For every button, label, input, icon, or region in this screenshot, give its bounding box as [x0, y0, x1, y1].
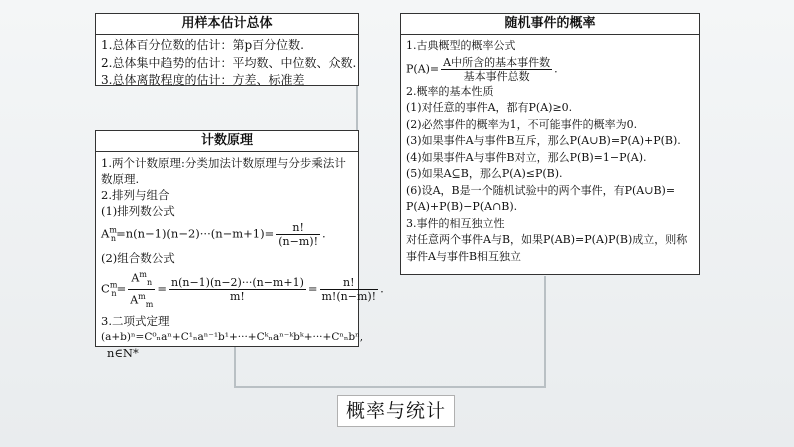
text-line: 对任意两个事件A与B，如果P(AB)=P(A)P(B)成立，则称	[406, 233, 688, 246]
text-line: (1)对任意的事件A，都有P(A)≥0.	[406, 101, 573, 114]
permutation-formula: $A^m_n=n(n-1)(n-2)\cdot\cdot\cdot(n-m+1)=$ $\frac{n!}{(n-m)!}$ .	[101, 221, 326, 248]
classical-probability-formula: P(A)= $\frac{\text{A中所含的基本事件数}}{\text{基本事件总数}}$ .	[406, 55, 558, 83]
text-line: 1.古典概型的概率公式	[406, 39, 516, 52]
perm-expansion: =n(n−1)(n−2)···(n−m+1)=	[116, 226, 275, 241]
text-line: 2.排列与组合	[101, 188, 170, 202]
text-line: 1.两个计数原理:分类加法计数原理与分步乘法计	[101, 156, 346, 170]
counting-principle-box	[95, 130, 377, 360]
text-line: 1.总体百分位数的估计：第p百分位数.	[101, 38, 304, 52]
combination-formula: $C^m_n=$ $\frac{A^m_n}{A^m_m}$ = $\frac{n(n-1)(n-2)\cdot\cdot\cdot(n-m+1)}{m!}$ = $\frac{n!}{m!(n-m)!}$	[101, 270, 377, 309]
fraction: $\frac{n(n-1)(n-2)\cdot\cdot\cdot(n-m+1)}{m!}$	[170, 275, 304, 303]
text-line: 3.事件的相互独立性	[406, 216, 505, 230]
fraction: $\frac{\text{A中所含的基本事件数}}{\text{基本事件总数}}$	[443, 55, 551, 83]
fraction: $\frac{n!}{m!(n-m)!}$	[321, 275, 377, 303]
text-line: P(A)+P(B)−P(A∩B).	[406, 200, 518, 213]
main-title: 概率与统计	[337, 395, 455, 427]
text-line: (2)组合数公式	[101, 251, 175, 265]
text-line: 2.概率的基本性质	[406, 84, 494, 98]
binomial-condition: n∈N*	[107, 345, 139, 360]
text-line: 2.总体集中趋势的估计：平均数、中位数、众数.	[101, 55, 357, 70]
text-line: (4)如果事件A与事件B对立，那么P(B)=1−P(A).	[406, 150, 647, 164]
box-heading: 随机事件的概率	[401, 14, 699, 35]
fraction: $\frac{n!}{(n-m)!}$	[278, 221, 318, 248]
text-line: (1)排列数公式	[101, 204, 175, 218]
text-line: (6)设A，B是一个随机试验中的两个事件，有P(A∪B)=	[406, 183, 676, 197]
text-line: 3.二项式定理	[101, 313, 170, 328]
formula-lhs: P(A)=	[406, 62, 440, 75]
binomial-theorem: (a+b)ⁿ=C⁰ₙaⁿ+C¹ₙaⁿ⁻¹b¹+···+Cᵏₙaⁿ⁻ᵏbᵏ+···+Cⁿₙbⁿ,	[101, 330, 364, 343]
text-line: (2)必然事件的概率为1，不可能事件的概率为0.	[406, 117, 638, 131]
perm-symbol: A	[101, 226, 110, 241]
sample-estimation-box	[95, 13, 359, 86]
probability-box	[400, 13, 700, 275]
text-line: 3.总体离散程度的估计：方差、标准差	[101, 73, 305, 87]
text-line: 数原理.	[101, 172, 140, 186]
text-line: 事件A与事件B相互独立	[406, 249, 522, 263]
text-line: (5)如果A⊆B，那么P(A)≤P(B).	[406, 167, 563, 180]
text-line: (3)如果事件A与事件B互斥，那么P(A∪B)=P(A)+P(B).	[406, 134, 681, 147]
connector-bottom	[234, 386, 544, 388]
box-heading: 计数原理	[96, 131, 358, 152]
box-heading: 用样本估计总体	[96, 14, 358, 35]
connector-right	[544, 276, 546, 388]
